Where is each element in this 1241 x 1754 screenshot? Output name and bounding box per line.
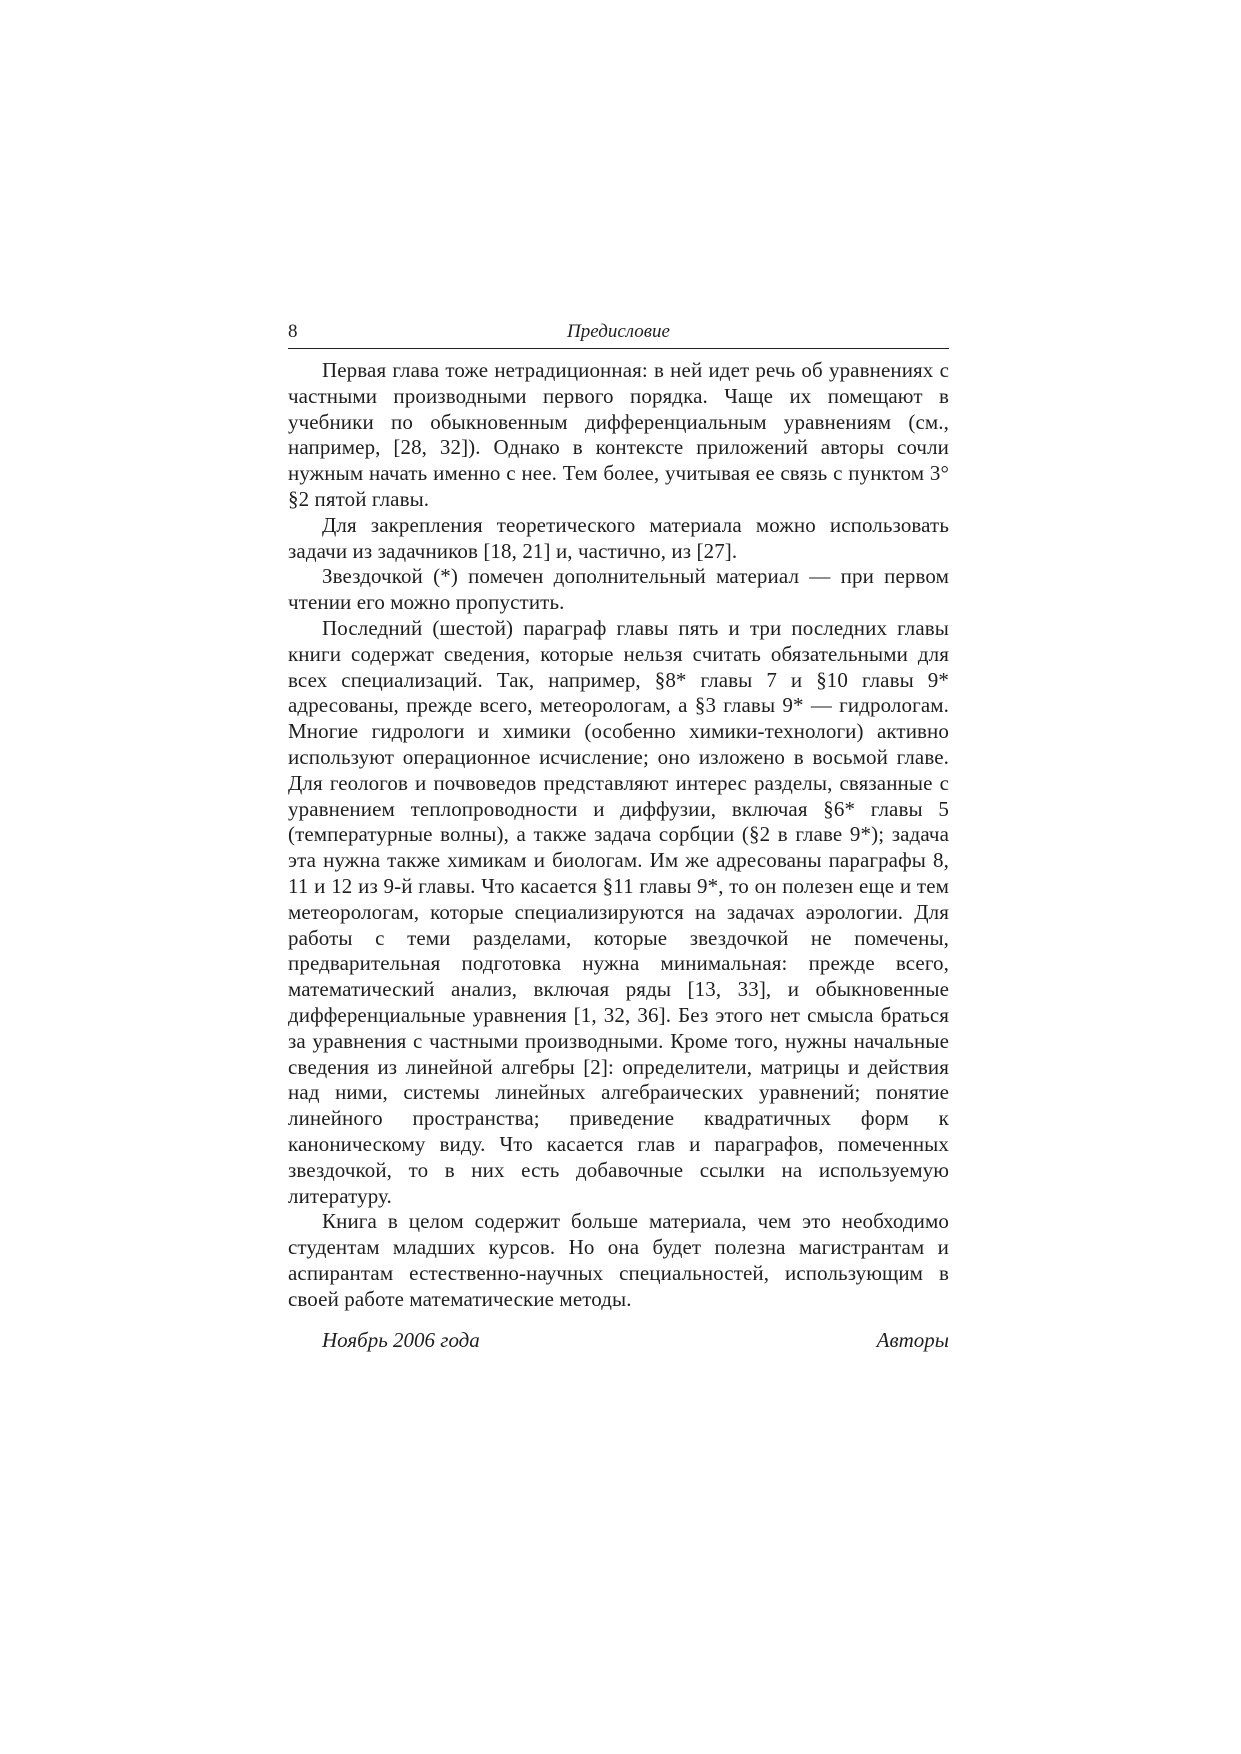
- page-number: 8: [288, 321, 298, 342]
- paragraph-audience: Книга в целом содержит больше материала, чем это необходимо студентам младших курсов. Но она будет полезна магистрантам и аспирантам естественно-научных специальностей, использующим в своей работе математические методы.: [288, 1209, 949, 1311]
- paragraph-specializations: Последний (шестой) параграф главы пять и три последних главы книги содержат сведения, которые нельзя считать обязательными для всех специализаций. Так, например, §8* главы 7 и §10 главы 9* адресованы, прежде всего, метеорологам, а §3 главы 9* — гидрологам. Многие гидрологи и химики (особенно химики-технологи) активно используют операционное исчисление; оно изложено в восьмой главе. Для геологов и почвоведов представляют интерес разделы, связанные с уравнением теплопроводности и диффузии, включая §6* главы 5 (температурные волны), а также задача сорбции (§2 в главе 9*); задача эта нужна также химикам и биологам. Им же адресованы параграфы 8, 11 и 12 из 9-й главы. Что касается §11 главы 9*, то он полезен еще и тем метеорологам, которые специализируются на задачах аэрологии. Для работы с теми разделами, которые звездочкой не помечены, предварительная подготовка нужна минимальная: прежде всего, математический анализ, включая ряды [13, 33], и обыкновенные дифференциальные уравнения [1, 32, 36]. Без этого нет смысла браться за уравнения с частными производными. Кроме того, нужны начальные сведения из линейной алгебры [2]: определители, матрицы и действия над ними, системы линейных алгебраических уравнений; понятие линейного пространства; приведение квадратичных форм к каноническому виду. Что касается глав и параграфов, помеченных звездочкой, то в них есть добавочные ссылки на используемую литературу.: [288, 615, 949, 1208]
- running-head: [288, 318, 949, 349]
- body-text: [288, 358, 949, 1312]
- signature-line: [288, 1328, 949, 1356]
- paragraph-first-chapter: Первая глава тоже нетрадиционная: в ней идет речь об уравнениях с частными производными первого порядка. Чаще их помещают в учебники по обыкновенным дифференциальным уравнениям (см., например, [28, 32]). Однако в контексте приложений авторы сочли нужным начать именно с нее. Тем более, учитывая ее связь с пунктом 3° §2 пятой главы.: [288, 358, 949, 511]
- paragraph-asterisk-note: Звездочкой (*) помечен дополнительный материал — при первом чтении его можно пропустить.: [288, 564, 949, 615]
- book-page: [288, 318, 949, 1356]
- running-title: Предисловие: [567, 321, 670, 342]
- signature-date: Ноябрь 2006 года: [322, 1328, 480, 1353]
- paragraph-problem-books: Для закрепления теоретического материала можно использовать задачи из задачников [18, 21] и, частично, из [27].: [288, 512, 949, 563]
- signature-authors: Авторы: [876, 1328, 949, 1353]
